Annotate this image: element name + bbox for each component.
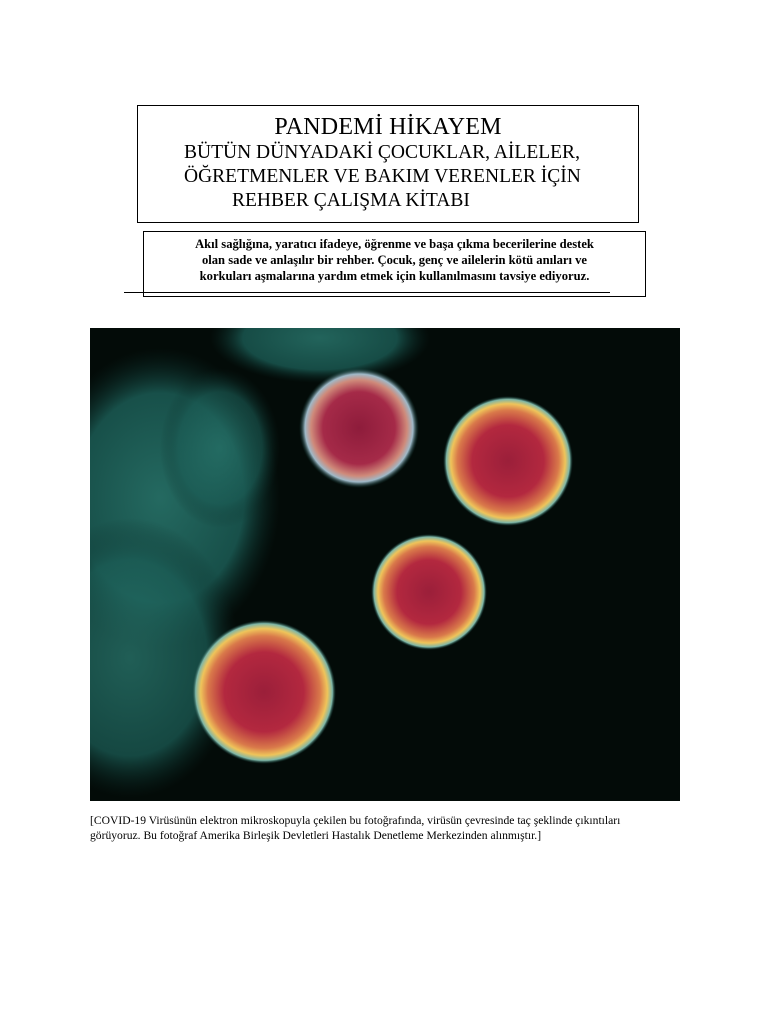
description-box bbox=[143, 231, 646, 297]
subtitle-line-1: BÜTÜN DÜNYADAKİ ÇOCUKLAR, AİLELER, bbox=[184, 142, 580, 163]
description-line-2: olan sade ve anlaşılır bir rehber. Çocuk, genç ve ailelerin kötü anıları ve bbox=[201, 253, 588, 267]
virus-particle bbox=[299, 368, 419, 488]
horizontal-rule bbox=[124, 292, 610, 293]
caption-line-1: [COVID-19 Virüsünün elektron mikroskopuyla çekilen bu fotoğrafında, virüsün çevresinde taç şeklinde çıkıntıları bbox=[90, 814, 621, 827]
title-box bbox=[137, 105, 639, 223]
virus-particle bbox=[371, 534, 487, 650]
description-line-3: korkuları aşmalarına yardım etmek için kullanılmasını tavsiye ediyoruz. bbox=[199, 269, 590, 283]
virus-micrograph-image bbox=[90, 328, 680, 801]
virus-particle bbox=[443, 396, 573, 526]
photo-caption bbox=[90, 813, 690, 843]
description-line-1: Akıl sağlığına, yaratıcı ifadeye, öğrenme ve başa çıkma becerilerine destek bbox=[195, 237, 594, 251]
subtitle-line-2: ÖĞRETMENLER VE BAKIM VERENLER İÇİN bbox=[184, 166, 581, 187]
virus-particle bbox=[192, 620, 336, 764]
caption-line-2: görüyoruz. Bu fotoğraf Amerika Birleşik Devletleri Hastalık Denetleme Merkezinden alınmıştır.] bbox=[90, 829, 542, 842]
document-title: PANDEMİ HİKAYEM bbox=[274, 114, 502, 140]
subtitle-line-3: REHBER ÇALIŞMA KİTABI bbox=[232, 190, 470, 211]
virus-micrograph bbox=[90, 328, 680, 801]
